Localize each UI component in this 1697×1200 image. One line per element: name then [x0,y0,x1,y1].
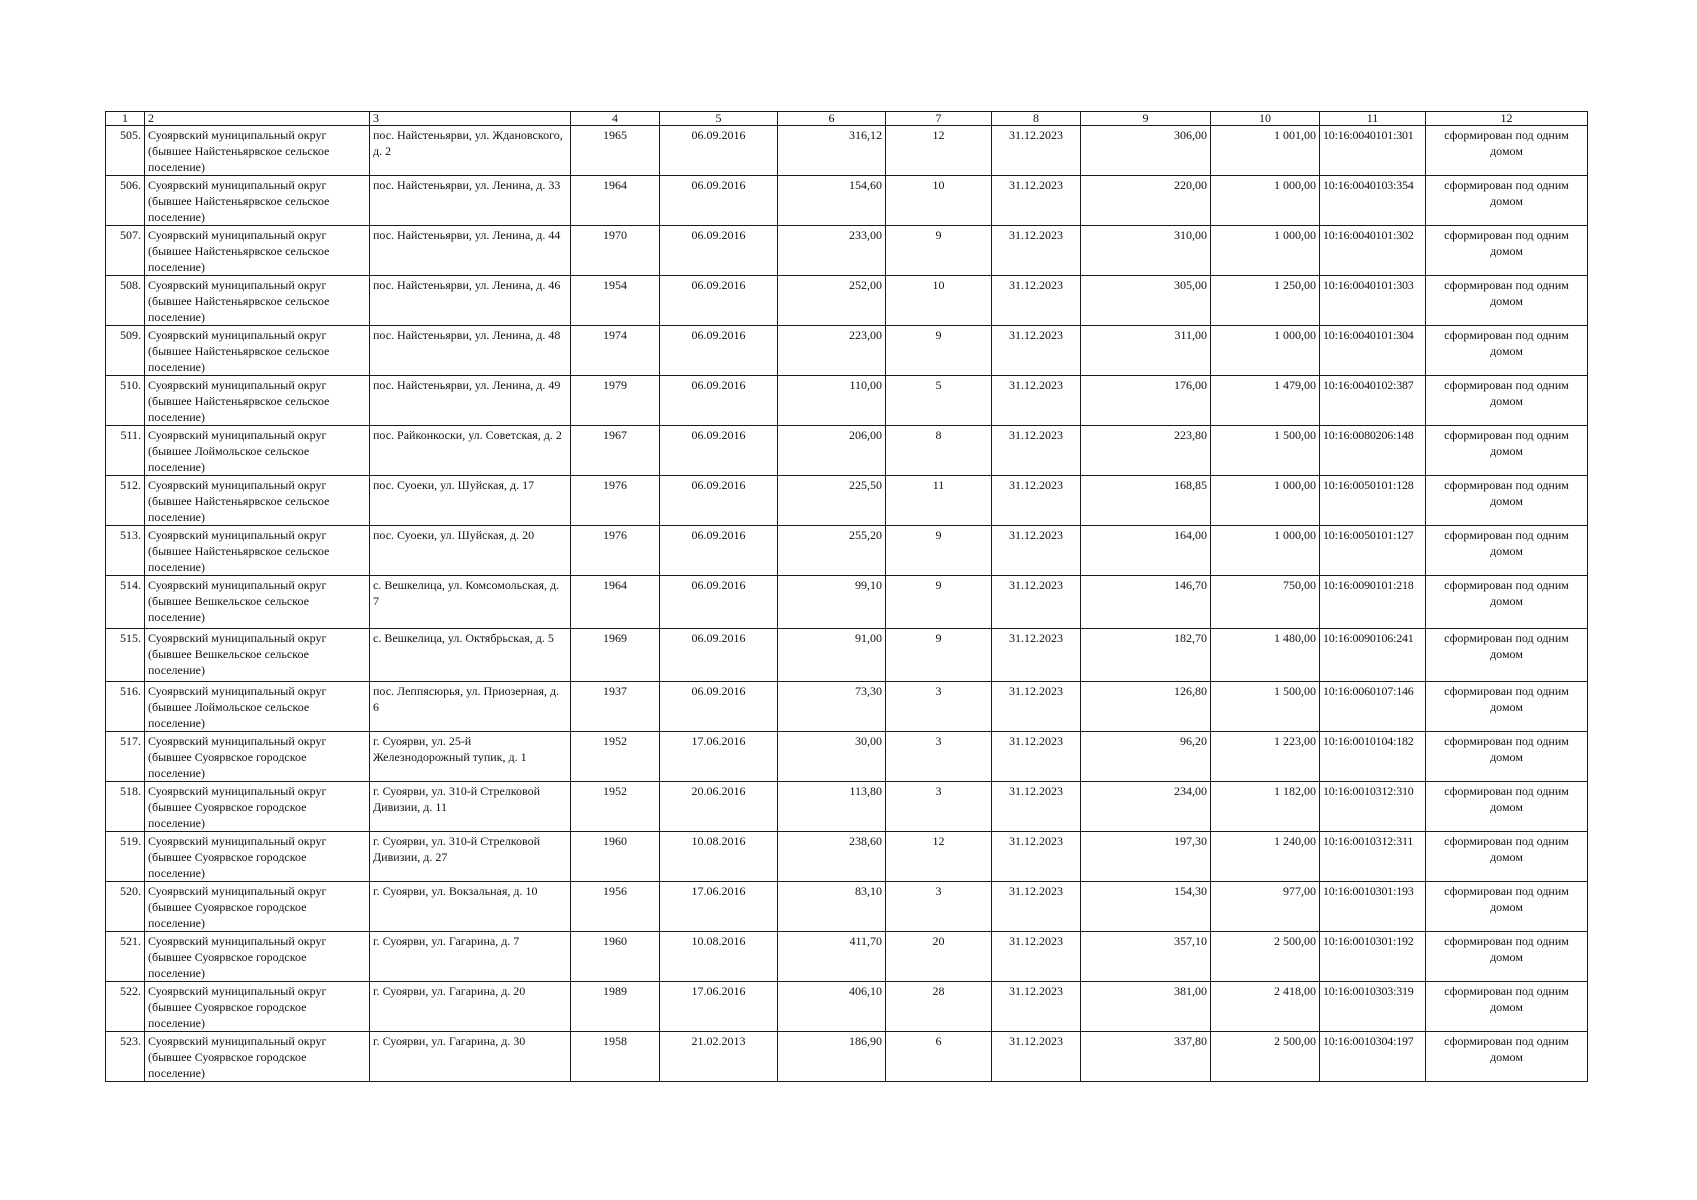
date-cell: 20.06.2016 [660,782,778,832]
status-cell: сформирован под одним домом [1426,982,1588,1032]
cadastral-number-cell: 10:16:0090101:218 [1320,576,1426,629]
date-cell: 31.12.2023 [992,882,1081,932]
address-cell: г. Суоярви, ул. Гагарина, д. 20 [370,982,571,1032]
area-cell: 154,60 [778,176,886,226]
table-row [106,782,1588,832]
date-cell: 31.12.2023 [992,126,1081,176]
value-cell: 1 223,00 [1211,732,1320,782]
status-cell: сформирован под одним домом [1426,526,1588,576]
date-cell: 31.12.2023 [992,932,1081,982]
cadastral-number-cell: 10:16:0040101:301 [1320,126,1426,176]
row-number: 515. [106,629,145,682]
status-cell: сформирован под одним домом [1426,176,1588,226]
district-cell: Суоярвский муниципальный округ (бывшее Найстеньярвское сельское поселение) [145,326,370,376]
area-cell: 223,00 [778,326,886,376]
date-cell: 06.09.2016 [660,176,778,226]
status-cell: сформирован под одним домом [1426,629,1588,682]
value-cell: 306,00 [1081,126,1211,176]
value-cell: 1 001,00 [1211,126,1320,176]
table-body [106,126,1588,1082]
district-cell: Суоярвский муниципальный округ (бывшее Найстеньярвское сельское поселение) [145,376,370,426]
column-header: 12 [1426,112,1588,126]
area-cell: 83,10 [778,882,886,932]
area-cell: 233,00 [778,226,886,276]
status-cell: сформирован под одним домом [1426,276,1588,326]
row-number: 511. [106,426,145,476]
value-cell: 1 000,00 [1211,526,1320,576]
cadastral-number-cell: 10:16:0040101:302 [1320,226,1426,276]
district-cell: Суоярвский муниципальный округ (бывшее Суоярвское городское поселение) [145,932,370,982]
value-cell: 220,00 [1081,176,1211,226]
address-cell: пос. Найстеньярви, ул. Ленина, д. 44 [370,226,571,276]
date-cell: 06.09.2016 [660,326,778,376]
count-cell: 12 [886,832,992,882]
column-header: 6 [778,112,886,126]
address-cell: пос. Суоеки, ул. Шуйская, д. 17 [370,476,571,526]
cadastral-number-cell: 10:16:0010304:197 [1320,1032,1426,1082]
value-cell: 1 000,00 [1211,226,1320,276]
area-cell: 110,00 [778,376,886,426]
status-cell: сформирован под одним домом [1426,376,1588,426]
value-cell: 154,30 [1081,882,1211,932]
district-cell: Суоярвский муниципальный округ (бывшее Суоярвское городское поселение) [145,1032,370,1082]
address-cell: с. Вешкелица, ул. Комсомольская, д. 7 [370,576,571,629]
value-cell: 2 500,00 [1211,1032,1320,1082]
date-cell: 31.12.2023 [992,682,1081,732]
value-cell: 1 000,00 [1211,476,1320,526]
value-cell: 168,85 [1081,476,1211,526]
cadastral-number-cell: 10:16:0010303:319 [1320,982,1426,1032]
value-cell: 197,30 [1081,832,1211,882]
table-row [106,526,1588,576]
status-cell: сформирован под одним домом [1426,782,1588,832]
area-cell: 252,00 [778,276,886,326]
address-cell: с. Вешкелица, ул. Октябрьская, д. 5 [370,629,571,682]
area-cell: 411,70 [778,932,886,982]
count-cell: 8 [886,426,992,476]
date-cell: 06.09.2016 [660,476,778,526]
count-cell: 3 [886,682,992,732]
district-cell: Суоярвский муниципальный округ (бывшее Лоймольское сельское поселение) [145,426,370,476]
value-cell: 2 500,00 [1211,932,1320,982]
date-cell: 17.06.2016 [660,732,778,782]
value-cell: 977,00 [1211,882,1320,932]
address-cell: пос. Суоеки, ул. Шуйская, д. 20 [370,526,571,576]
count-cell: 3 [886,782,992,832]
value-cell: 750,00 [1211,576,1320,629]
date-cell: 31.12.2023 [992,982,1081,1032]
row-number: 519. [106,832,145,882]
area-cell: 73,30 [778,682,886,732]
district-cell: Суоярвский муниципальный округ (бывшее Лоймольское сельское поселение) [145,682,370,732]
date-cell: 31.12.2023 [992,576,1081,629]
date-cell: 31.12.2023 [992,426,1081,476]
date-cell: 06.09.2016 [660,226,778,276]
status-cell: сформирован под одним домом [1426,226,1588,276]
table-row [106,426,1588,476]
address-cell: г. Суоярви, ул. Вокзальная, д. 10 [370,882,571,932]
district-cell: Суоярвский муниципальный округ (бывшее Суоярвское городское поселение) [145,782,370,832]
district-cell: Суоярвский муниципальный округ (бывшее Найстеньярвское сельское поселение) [145,526,370,576]
date-cell: 31.12.2023 [992,832,1081,882]
table-row [106,629,1588,682]
row-number: 518. [106,782,145,832]
area-cell: 91,00 [778,629,886,682]
value-cell: 381,00 [1081,982,1211,1032]
date-cell: 06.09.2016 [660,629,778,682]
count-cell: 20 [886,932,992,982]
date-cell: 10.08.2016 [660,932,778,982]
area-cell: 238,60 [778,832,886,882]
row-number: 506. [106,176,145,226]
date-cell: 06.09.2016 [660,376,778,426]
cadastral-number-cell: 10:16:0010312:311 [1320,832,1426,882]
value-cell: 357,10 [1081,932,1211,982]
table-row [106,1032,1588,1082]
date-cell: 06.09.2016 [660,126,778,176]
date-cell: 06.09.2016 [660,526,778,576]
year-cell: 1976 [571,526,660,576]
table-row [106,476,1588,526]
year-cell: 1960 [571,932,660,982]
district-cell: Суоярвский муниципальный округ (бывшее Найстеньярвское сельское поселение) [145,226,370,276]
cadastral-number-cell: 10:16:0010312:310 [1320,782,1426,832]
date-cell: 17.06.2016 [660,882,778,932]
date-cell: 31.12.2023 [992,326,1081,376]
date-cell: 31.12.2023 [992,276,1081,326]
address-cell: г. Суоярви, ул. 25-й Железнодорожный тупик, д. 1 [370,732,571,782]
status-cell: сформирован под одним домом [1426,882,1588,932]
year-cell: 1964 [571,176,660,226]
value-cell: 1 500,00 [1211,682,1320,732]
cadastral-number-cell: 10:16:0080206:148 [1320,426,1426,476]
date-cell: 31.12.2023 [992,476,1081,526]
year-cell: 1960 [571,832,660,882]
value-cell: 164,00 [1081,526,1211,576]
cadastral-number-cell: 10:16:0050101:127 [1320,526,1426,576]
count-cell: 9 [886,326,992,376]
value-cell: 337,80 [1081,1032,1211,1082]
status-cell: сформирован под одним домом [1426,682,1588,732]
row-number: 522. [106,982,145,1032]
district-cell: Суоярвский муниципальный округ (бывшее Суоярвское городское поселение) [145,882,370,932]
count-cell: 6 [886,1032,992,1082]
row-number: 514. [106,576,145,629]
address-cell: г. Суоярви, ул. Гагарина, д. 7 [370,932,571,982]
year-cell: 1989 [571,982,660,1032]
value-cell: 1 480,00 [1211,629,1320,682]
address-cell: г. Суоярви, ул. Гагарина, д. 30 [370,1032,571,1082]
date-cell: 31.12.2023 [992,1032,1081,1082]
row-number: 510. [106,376,145,426]
address-cell: пос. Райконкоски, ул. Советская, д. 2 [370,426,571,476]
status-cell: сформирован под одним домом [1426,1032,1588,1082]
area-cell: 113,80 [778,782,886,832]
date-cell: 31.12.2023 [992,176,1081,226]
row-number: 505. [106,126,145,176]
count-cell: 10 [886,176,992,226]
column-header: 8 [992,112,1081,126]
count-cell: 12 [886,126,992,176]
year-cell: 1967 [571,426,660,476]
year-cell: 1954 [571,276,660,326]
value-cell: 96,20 [1081,732,1211,782]
value-cell: 1 479,00 [1211,376,1320,426]
date-cell: 31.12.2023 [992,376,1081,426]
address-cell: пос. Найстеньярви, ул. Ленина, д. 49 [370,376,571,426]
row-number: 516. [106,682,145,732]
housing-registry-table [105,111,1588,1082]
district-cell: Суоярвский муниципальный округ (бывшее Найстеньярвское сельское поселение) [145,126,370,176]
column-header: 1 [106,112,145,126]
value-cell: 1 000,00 [1211,326,1320,376]
year-cell: 1976 [571,476,660,526]
year-cell: 1979 [571,376,660,426]
area-cell: 99,10 [778,576,886,629]
column-number-row [106,112,1588,126]
count-cell: 9 [886,526,992,576]
value-cell: 182,70 [1081,629,1211,682]
status-cell: сформирован под одним домом [1426,932,1588,982]
date-cell: 31.12.2023 [992,732,1081,782]
row-number: 507. [106,226,145,276]
value-cell: 1 240,00 [1211,832,1320,882]
year-cell: 1970 [571,226,660,276]
district-cell: Суоярвский муниципальный округ (бывшее Вешкельское сельское поселение) [145,576,370,629]
table-row [106,126,1588,176]
cadastral-number-cell: 10:16:0010301:193 [1320,882,1426,932]
row-number: 508. [106,276,145,326]
cadastral-number-cell: 10:16:0040101:303 [1320,276,1426,326]
count-cell: 10 [886,276,992,326]
value-cell: 1 250,00 [1211,276,1320,326]
district-cell: Суоярвский муниципальный округ (бывшее Суоярвское городское поселение) [145,832,370,882]
column-header: 9 [1081,112,1211,126]
value-cell: 176,00 [1081,376,1211,426]
district-cell: Суоярвский муниципальный округ (бывшее Найстеньярвское сельское поселение) [145,476,370,526]
cadastral-number-cell: 10:16:0010104:182 [1320,732,1426,782]
address-cell: г. Суоярви, ул. 310-й Стрелковой Дивизии, д. 11 [370,782,571,832]
year-cell: 1974 [571,326,660,376]
value-cell: 1 182,00 [1211,782,1320,832]
year-cell: 1969 [571,629,660,682]
area-cell: 206,00 [778,426,886,476]
area-cell: 186,90 [778,1032,886,1082]
date-cell: 06.09.2016 [660,576,778,629]
cadastral-number-cell: 10:16:0050101:128 [1320,476,1426,526]
value-cell: 146,70 [1081,576,1211,629]
value-cell: 1 000,00 [1211,176,1320,226]
district-cell: Суоярвский муниципальный округ (бывшее Суоярвское городское поселение) [145,732,370,782]
column-header: 4 [571,112,660,126]
date-cell: 06.09.2016 [660,276,778,326]
count-cell: 3 [886,882,992,932]
table-row [106,732,1588,782]
cadastral-number-cell: 10:16:0040103:354 [1320,176,1426,226]
count-cell: 9 [886,226,992,276]
status-cell: сформирован под одним домом [1426,426,1588,476]
count-cell: 5 [886,376,992,426]
row-number: 512. [106,476,145,526]
count-cell: 9 [886,576,992,629]
row-number: 517. [106,732,145,782]
year-cell: 1952 [571,732,660,782]
area-cell: 406,10 [778,982,886,1032]
column-header: 10 [1211,112,1320,126]
count-cell: 3 [886,732,992,782]
table-row [106,682,1588,732]
area-cell: 255,20 [778,526,886,576]
value-cell: 126,80 [1081,682,1211,732]
column-header: 7 [886,112,992,126]
date-cell: 31.12.2023 [992,782,1081,832]
year-cell: 1964 [571,576,660,629]
cadastral-number-cell: 10:16:0010301:192 [1320,932,1426,982]
address-cell: пос. Найстеньярви, ул. Ленина, д. 48 [370,326,571,376]
district-cell: Суоярвский муниципальный округ (бывшее Вешкельское сельское поселение) [145,629,370,682]
date-cell: 21.02.2013 [660,1032,778,1082]
date-cell: 31.12.2023 [992,629,1081,682]
date-cell: 10.08.2016 [660,832,778,882]
address-cell: пос. Найстеньярви, ул. Ленина, д. 46 [370,276,571,326]
value-cell: 2 418,00 [1211,982,1320,1032]
table-row [106,326,1588,376]
table-row [106,176,1588,226]
date-cell: 31.12.2023 [992,526,1081,576]
status-cell: сформирован под одним домом [1426,476,1588,526]
table-row [106,832,1588,882]
year-cell: 1952 [571,782,660,832]
address-cell: пос. Найстеньярви, ул. Ленина, д. 33 [370,176,571,226]
table-row [106,226,1588,276]
cadastral-number-cell: 10:16:0060107:146 [1320,682,1426,732]
table-row [106,932,1588,982]
column-header: 3 [370,112,571,126]
district-cell: Суоярвский муниципальный округ (бывшее Найстеньярвское сельское поселение) [145,176,370,226]
status-cell: сформирован под одним домом [1426,126,1588,176]
table-row [106,376,1588,426]
table-row [106,982,1588,1032]
cadastral-number-cell: 10:16:0040102:387 [1320,376,1426,426]
value-cell: 310,00 [1081,226,1211,276]
status-cell: сформирован под одним домом [1426,832,1588,882]
column-header: 2 [145,112,370,126]
year-cell: 1956 [571,882,660,932]
status-cell: сформирован под одним домом [1426,732,1588,782]
value-cell: 1 500,00 [1211,426,1320,476]
area-cell: 225,50 [778,476,886,526]
date-cell: 06.09.2016 [660,426,778,476]
date-cell: 31.12.2023 [992,226,1081,276]
column-header: 5 [660,112,778,126]
row-number: 509. [106,326,145,376]
row-number: 523. [106,1032,145,1082]
count-cell: 11 [886,476,992,526]
value-cell: 234,00 [1081,782,1211,832]
address-cell: г. Суоярви, ул. 310-й Стрелковой Дивизии, д. 27 [370,832,571,882]
area-cell: 316,12 [778,126,886,176]
year-cell: 1937 [571,682,660,732]
cadastral-number-cell: 10:16:0040101:304 [1320,326,1426,376]
status-cell: сформирован под одним домом [1426,326,1588,376]
cadastral-number-cell: 10:16:0090106:241 [1320,629,1426,682]
row-number: 520. [106,882,145,932]
value-cell: 311,00 [1081,326,1211,376]
table-row [106,576,1588,629]
row-number: 521. [106,932,145,982]
value-cell: 305,00 [1081,276,1211,326]
count-cell: 9 [886,629,992,682]
status-cell: сформирован под одним домом [1426,576,1588,629]
column-header: 11 [1320,112,1426,126]
year-cell: 1965 [571,126,660,176]
table-row [106,882,1588,932]
table-row [106,276,1588,326]
district-cell: Суоярвский муниципальный округ (бывшее Суоярвское городское поселение) [145,982,370,1032]
district-cell: Суоярвский муниципальный округ (бывшее Найстеньярвское сельское поселение) [145,276,370,326]
date-cell: 17.06.2016 [660,982,778,1032]
row-number: 513. [106,526,145,576]
count-cell: 28 [886,982,992,1032]
year-cell: 1958 [571,1032,660,1082]
address-cell: пос. Леппясюрья, ул. Приозерная, д. 6 [370,682,571,732]
value-cell: 223,80 [1081,426,1211,476]
area-cell: 30,00 [778,732,886,782]
address-cell: пос. Найстеньярви, ул. Ждановского, д. 2 [370,126,571,176]
date-cell: 06.09.2016 [660,682,778,732]
